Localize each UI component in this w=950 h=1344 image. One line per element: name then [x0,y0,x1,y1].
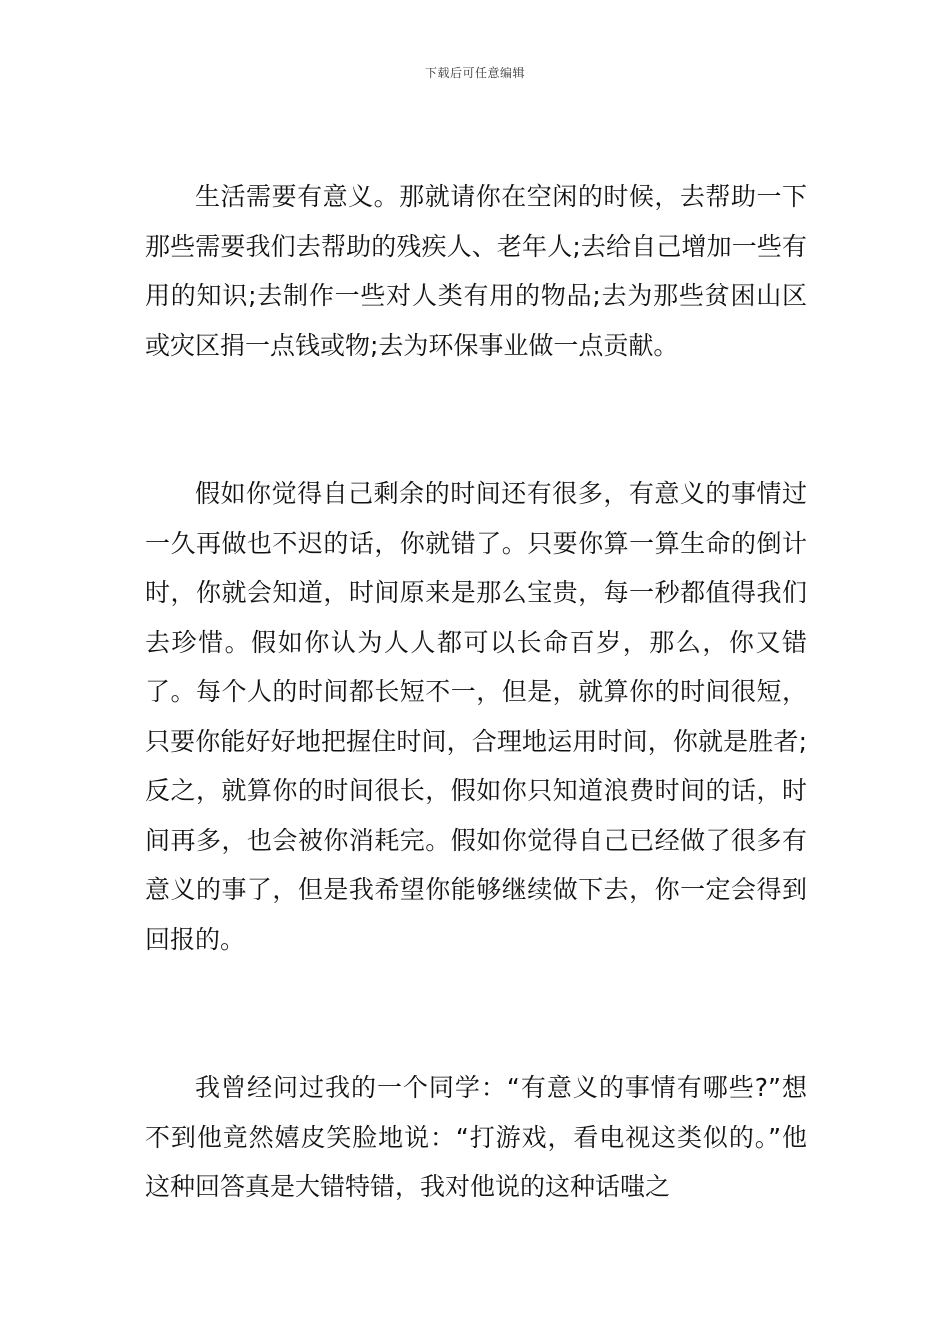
page-header: 下载后可任意编辑 [424,66,525,80]
paragraph-1: 生活需要有意义。那就请你在空闲的时候，去帮助一下那些需要我们去帮助的残疾人、老年人;去给自己增加一些有用的知识;去制作一些对人类有用的物品;去为那些贫困山区或灾区捐一点钱或物;去为环保事业做一点贡献。 [145,182,807,360]
document-body [145,172,807,1212]
paragraph-3: 我曾经问过我的一个同学：“有意义的事情有哪些?”想不到他竟然嬉皮笑脸地说：“打游戏，看电视这类似的。”他这种回答真是大错特错，我对他说的这种话嗤之 [145,1073,807,1201]
paragraph-2: 假如你觉得自己剩余的时间还有很多，有意义的事情过一久再做也不迟的话，你就错了。只要你算一算生命的倒计时，你就会知道，时间原来是那么宝贵，每一秒都值得我们去珍惜。假如你认为人人都可以长命百岁，那么，你又错了。每个人的时间都长短不一，但是，就算你的时间很短，只要你能好好地把握住时间，合理地运用时间，你就是胜者;反之，就算你的时间很长，假如你只知道浪费时间的话，时间再多，也会被你消耗完。假如你觉得自己已经做了很多有意义的事了，但是我希望你能够继续做下去，你一定会得到回报的。 [145,479,807,954]
